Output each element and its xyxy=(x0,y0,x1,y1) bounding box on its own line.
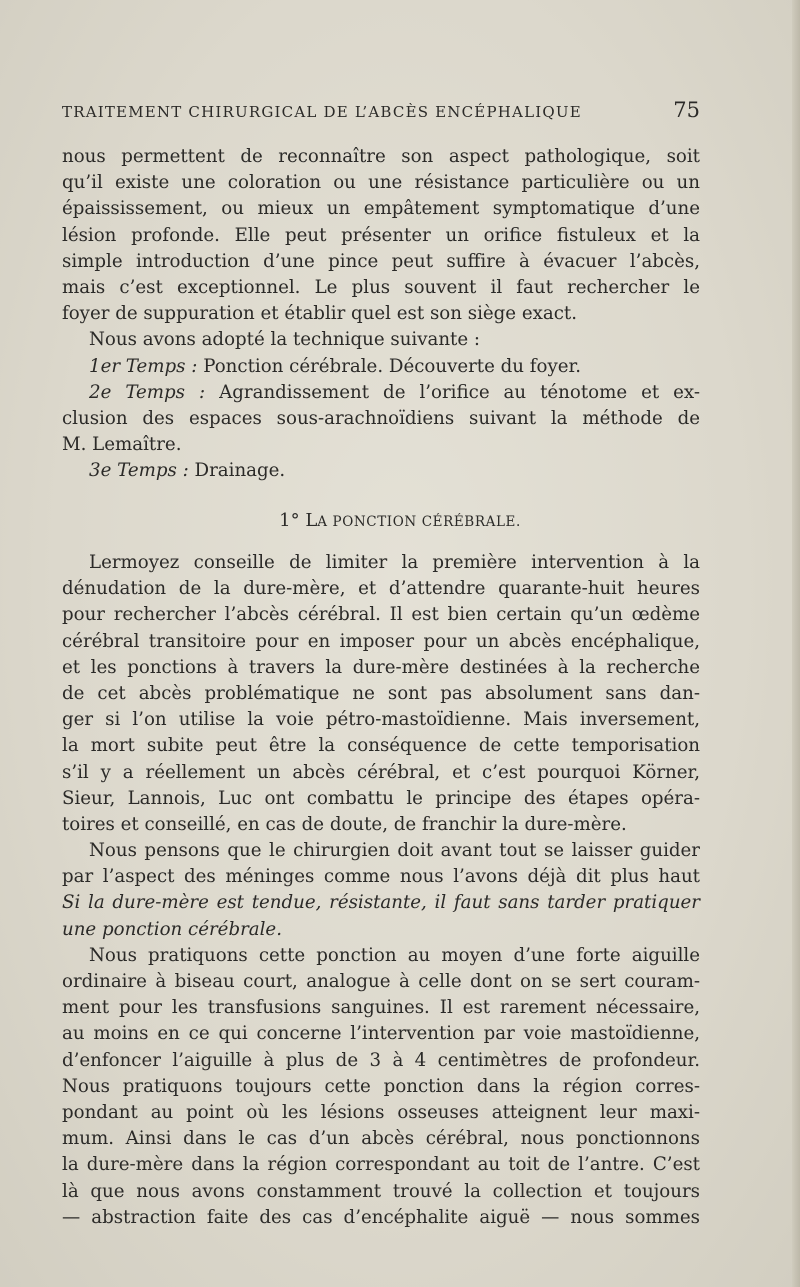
text-line: Nous pratiquons cette ponction au moyen d’une forte aiguille xyxy=(89,944,700,966)
text-line: — abstraction faite des cas d’encéphalite aiguë — nous sommes xyxy=(62,1206,700,1228)
text-line: toires et conseillé, en cas de doute, de franchir la dure-mère. xyxy=(62,813,627,835)
text-line: lésion profonde. Elle peut présenter un orifice fistuleux et la xyxy=(62,224,700,246)
technique-intro: Nous avons adopté la technique suivante : xyxy=(89,329,481,351)
paragraph-continuation xyxy=(62,144,700,484)
text-line: mum. Ainsi dans le cas d’un abcès cérébral, nous ponctionnons xyxy=(62,1128,700,1150)
section-title-text: A PONCTION CÉRÉBRALE. xyxy=(317,514,521,530)
text-line: clusion des espaces sous-arachnoïdiens suivant la méthode de xyxy=(62,407,700,429)
text-line: mais c’est exceptionnel. Le plus souvent il faut rechercher le xyxy=(62,276,700,298)
text-line: nous permettent de reconnaître son aspect pathologique, soit xyxy=(62,146,700,167)
text-line: Si la dure-mère est tendue, résistante, il faut sans tarder pratiquer xyxy=(62,892,700,914)
text-line: d’enfoncer l’aiguille à plus de 3 à 4 centimètres de profondeur. xyxy=(62,1049,700,1071)
text-line: là que nous avons constamment trouvé la collection et toujours xyxy=(62,1180,700,1202)
step-text: Ponction cérébrale. Découverte du foyer. xyxy=(203,355,581,377)
text-line: et les ponctions à travers la dure-mère destinées à la recherche xyxy=(62,656,700,678)
step-3 xyxy=(62,458,700,484)
step-1 xyxy=(62,354,700,380)
text-line: dénudation de la dure-mère, et d’attendre quarante-huit heures xyxy=(62,578,700,600)
text-line: qu’il existe une coloration ou une résistance particulière ou un xyxy=(62,172,700,194)
text-line: Nous pensons que le chirurgien doit avant tout se laisser guider xyxy=(89,840,700,862)
running-header xyxy=(62,98,700,122)
section-body xyxy=(62,550,700,1231)
text-line: de cet abcès problématique ne sont pas absolument sans dan- xyxy=(62,682,700,704)
step-label: 1er Temps : xyxy=(89,355,198,377)
step-2 xyxy=(62,380,700,406)
text-line: ment pour les transfusions sanguines. Il est rarement nécessaire, xyxy=(62,997,700,1019)
text-line: au moins en ce qui concerne l’intervention par voie mastoïdienne, xyxy=(62,1023,700,1045)
text-line: Lermoyez conseille de limiter la première intervention à la xyxy=(89,552,700,573)
text-line: une ponction cérébrale. xyxy=(62,918,282,940)
text-line: s’il y a réellement un abcès cérébral, et c’est pourquoi Körner, xyxy=(62,761,700,783)
step-text: Agrandissement de l’orifice au ténotome et ex- xyxy=(219,381,700,403)
text-line: M. Lemaître. xyxy=(62,434,182,456)
running-title: TRAITEMENT CHIRURGICAL DE L’ABCÈS ENCÉPHALIQUE xyxy=(62,103,582,121)
step-text: Drainage. xyxy=(194,460,286,482)
text-line: pondant au point où les lésions osseuses atteignent leur maxi- xyxy=(62,1101,700,1123)
section-heading xyxy=(0,510,800,531)
page-number: 75 xyxy=(673,98,700,122)
text-line: cérébral transitoire pour en imposer pour un abcès encéphalique, xyxy=(62,630,700,652)
text-line: la mort subite peut être la conséquence de cette temporisation xyxy=(62,735,700,757)
page-edge xyxy=(792,0,800,1287)
text-line: pour rechercher l’abcès cérébral. Il est bien certain qu’un œdème xyxy=(62,604,700,626)
step-label: 3e Temps : xyxy=(89,460,189,482)
text-line: épaississement, ou mieux un empâtement symptomatique d’une xyxy=(62,198,700,220)
section-number: 1° xyxy=(279,510,300,531)
text-line: Sieur, Lannois, Luc ont combattu le principe des étapes opéra- xyxy=(62,787,700,809)
text-line: simple introduction d’une pince peut suffire à évacuer l’abcès, xyxy=(62,250,700,272)
text-line: la dure-mère dans la région correspondant au toit de l’antre. C’est xyxy=(62,1154,700,1176)
text-line: Nous pratiquons toujours cette ponction dans la région corres- xyxy=(62,1075,700,1097)
text-line: ger si l’on utilise la voie pétro-mastoïdienne. Mais inversement, xyxy=(62,709,700,731)
section-first-letter: L xyxy=(305,510,318,531)
text-line: par l’aspect des méninges comme nous l’avons déjà dit plus haut xyxy=(62,866,700,888)
step-label: 2e Temps : xyxy=(89,381,206,403)
text-line: ordinaire à biseau court, analogue à celle dont on se sert couram- xyxy=(62,971,700,992)
text-line: foyer de suppuration et établir quel est son siège exact. xyxy=(62,303,577,325)
